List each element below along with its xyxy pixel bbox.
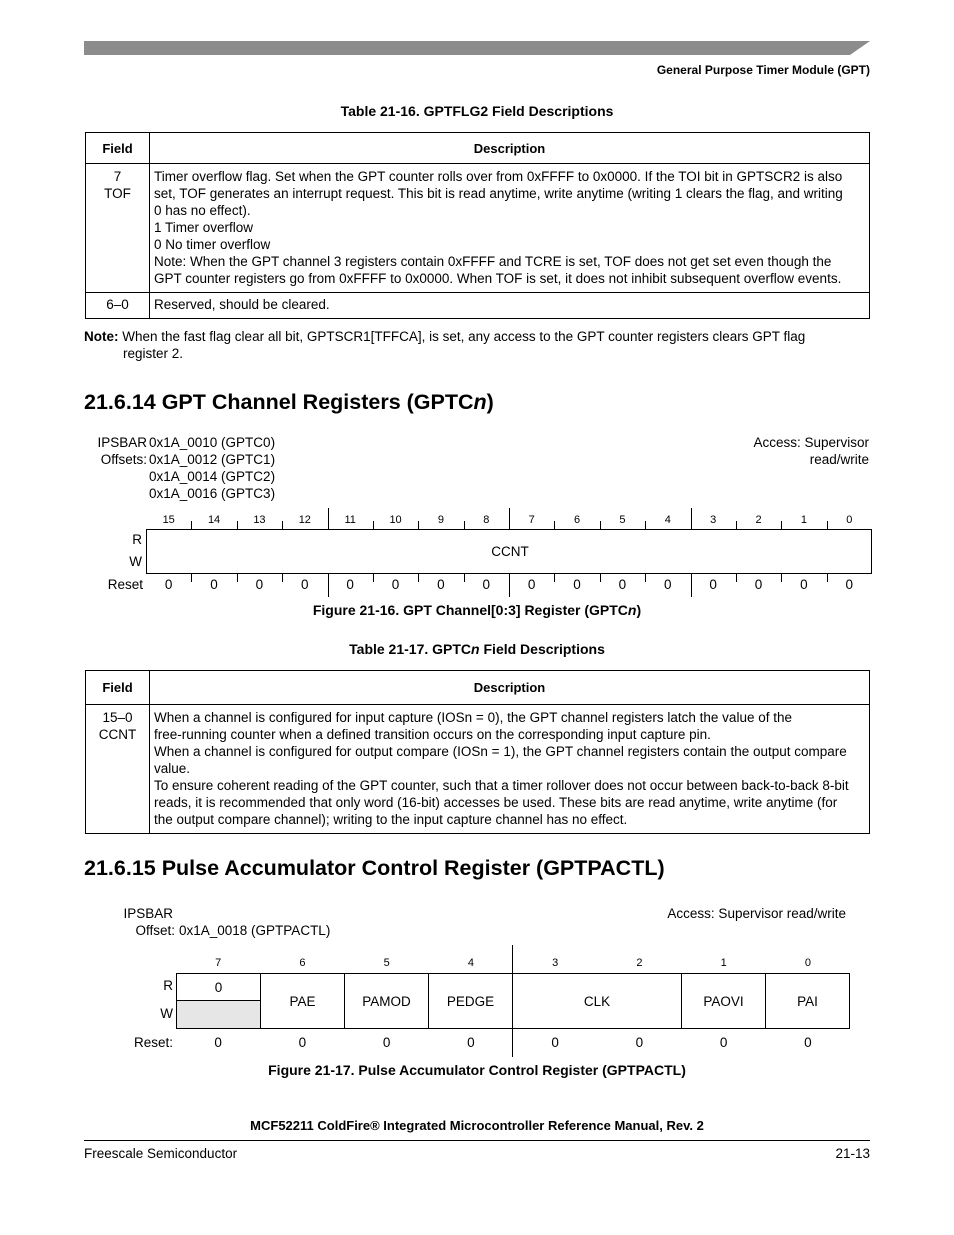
desc-line: When a channel is configured for input capture (IOSn = 0), the GPT channel registers latch the value of the [154, 710, 792, 725]
table-row [86, 164, 870, 293]
table16-col-desc: Description [150, 133, 870, 164]
reset-value: 0 [709, 577, 717, 592]
reg1-reset-label: Reset [107, 577, 143, 592]
bit-tick [237, 521, 238, 529]
bit-tick [600, 574, 601, 582]
bit-number: 3 [552, 957, 559, 969]
table16-caption: Table 21-16. GPTFLG2 Field Descriptions [340, 103, 614, 119]
bit-tick [600, 521, 601, 529]
desc-line: value. [154, 761, 191, 776]
caption-n: n [627, 602, 637, 618]
field-name: TOF [104, 186, 131, 201]
bit-tick [509, 574, 510, 597]
reset-value: 0 [210, 577, 218, 592]
bit-tick [691, 574, 692, 597]
bit-number: 6 [299, 957, 306, 969]
bit-number: 1 [720, 957, 727, 969]
bit-tick [328, 508, 329, 529]
reset-value: 0 [382, 1035, 391, 1050]
table17-col-desc: Description [150, 671, 870, 705]
reset-value: 0 [437, 577, 445, 592]
table17-caption [84, 641, 870, 657]
bit-number: 11 [344, 514, 356, 526]
address-line: 0x1A_0016 (GPTC3) [149, 486, 276, 501]
reset-value: 0 [754, 577, 763, 592]
bit-tick [736, 521, 737, 529]
table16-row0-field [86, 164, 150, 293]
note-text-cont: register 2. [123, 346, 184, 361]
reg2-r-label: R [163, 978, 173, 993]
bit-number: 2 [755, 514, 762, 526]
desc-line: To ensure coherent reading of the GPT counter, such that a timer rollover does not occur between back-to-back 8-bit [154, 778, 849, 793]
bit-tick [418, 574, 419, 582]
caption-n: n [471, 641, 480, 657]
reset-value: 0 [298, 1035, 307, 1050]
note-label: Note: [84, 329, 119, 344]
running-header: General Purpose Timer Module (GPT) [656, 63, 870, 77]
reset-value: 0 [664, 577, 672, 592]
bit-tick [554, 574, 555, 582]
reg2-field-pamod: PAMOD [344, 973, 429, 1029]
reset-value: 0 [164, 577, 173, 592]
address-line: 0x1A_0014 (GPTC2) [149, 469, 276, 484]
section-title: 21.6.14 GPT Channel Registers (GPTC [84, 390, 474, 414]
reg2-w-label: W [160, 1006, 173, 1021]
address-line: 0x1A_0010 (GPTC0) [149, 435, 276, 450]
reg1-r-label: R [132, 532, 142, 547]
reset-value: 0 [618, 577, 627, 592]
bit-number: 15 [162, 514, 175, 526]
reset-value: 0 [391, 577, 400, 592]
table-row [86, 705, 870, 834]
bit-tick [736, 574, 737, 582]
reset-value: 0 [255, 577, 264, 592]
desc-line: reads, it is recommended that only word (16-bit) accesses be used. These bits are read anytime, write anytime (for [154, 795, 838, 810]
bit-number: 12 [298, 514, 311, 526]
bit-number: 9 [437, 514, 444, 526]
header-band [84, 41, 870, 55]
reg2-field-pedge: PEDGE [428, 973, 513, 1029]
reset-value: 0 [635, 1035, 644, 1050]
bit-tick [373, 521, 374, 529]
table17-row0-desc [150, 705, 870, 834]
bit-number: 4 [664, 514, 671, 526]
caption-suffix: ) [636, 602, 642, 618]
reg1-addresses [149, 434, 349, 502]
reg2-bit7-write-reserved [176, 1000, 261, 1029]
desc-line: When a channel is configured for output compare (IOSn = 1), the GPT channel registers contain the output compare [154, 744, 847, 759]
address-line: 0x1A_0012 (GPTC1) [149, 452, 276, 467]
reg2-offset-label: Offset: [135, 923, 175, 938]
reg1-ipsbar-label: IPSBAR [97, 435, 147, 450]
bit-tick [509, 508, 510, 529]
bit-tick [328, 574, 329, 597]
bit-tick [464, 521, 465, 529]
caption-text: Table 21-17. GPTC [349, 641, 472, 657]
bit-number: 0 [804, 957, 811, 969]
bit-number: 13 [253, 514, 266, 526]
bit-number: 4 [467, 957, 474, 969]
bit-number: 7 [528, 514, 535, 526]
reset-value: 0 [804, 1035, 812, 1050]
bit-tick [237, 574, 238, 582]
bit-number: 7 [215, 957, 222, 969]
bit-number: 8 [483, 514, 490, 526]
desc-line: the output compare channel); writing to the input capture channel has no effect. [154, 812, 628, 827]
reset-value: 0 [573, 577, 581, 592]
reg1-field-box [146, 529, 872, 574]
reset-value: 0 [551, 1035, 559, 1050]
bit-tick [282, 574, 283, 582]
reg1-access [640, 434, 869, 468]
desc-line: 1 Timer overflow [154, 220, 254, 235]
field-name: CCNT [98, 727, 137, 742]
reset-value: 0 [800, 577, 808, 592]
bit-number: 10 [389, 514, 402, 526]
table16-row1-desc [150, 293, 870, 319]
reset-value: 0 [845, 577, 854, 592]
bit-number: 3 [710, 514, 717, 526]
desc-line: 0 No timer overflow [154, 237, 271, 252]
caption-text: Figure 21-16. GPT Channel[0:3] Register (GPTC [312, 602, 628, 618]
reg1-offsets-label: Offsets: [100, 452, 147, 467]
footer-company: Freescale Semiconductor [84, 1146, 238, 1161]
table16 [85, 132, 870, 319]
reset-value: 0 [482, 577, 491, 592]
bit-tick [827, 574, 828, 582]
reset-value: 0 [527, 577, 536, 592]
reg2-bit7-read: 0 [176, 973, 261, 1001]
bit-number: 2 [636, 957, 643, 969]
footer-rule [84, 1140, 870, 1141]
desc-line: Timer overflow flag. Set when the GPT counter rolls over from 0xFFFF to 0x0000. If the TOI bit in GPTSCR2 is also [154, 169, 843, 184]
table17 [85, 670, 870, 834]
field-bit: 7 [113, 169, 122, 184]
bit-number: 5 [383, 957, 390, 969]
table16-row1-field [86, 293, 150, 319]
field-bit: 6–0 [106, 297, 129, 312]
desc-line: 0 has no effect). [154, 203, 251, 218]
bit-tick [554, 521, 555, 529]
access-line: read/write [809, 452, 869, 467]
footer-manual-title: MCF52211 ColdFire® Integrated Microcontroller Reference Manual, Rev. 2 [250, 1118, 704, 1133]
reg2-reset-label: Reset: [133, 1035, 173, 1050]
bit-number: 6 [574, 514, 581, 526]
table16-col-field: Field [86, 133, 150, 164]
bit-number: 14 [207, 514, 221, 526]
desc-line: Note: When the GPT channel 3 registers contain 0xFFFF and TCRE is set, TOF does not get set even though the [154, 254, 832, 269]
bit-tick [418, 521, 419, 529]
bit-number: 5 [619, 514, 626, 526]
desc-line: set, TOF generates an interrupt request. This bit is read anytime, write anytime (writing 1 clears the flag, and writing [154, 186, 843, 201]
figure17-caption: Figure 21-17. Pulse Accumulator Control Register (GPTPACTL) [268, 1062, 686, 1078]
desc-line: free-running counter when a defined transition occurs on the corresponding input capture pin. [154, 727, 711, 742]
bit-tick [691, 508, 692, 529]
bit-tick [282, 521, 283, 529]
bit-tick [373, 574, 374, 582]
bit-number: 1 [800, 514, 807, 526]
bit-tick [464, 574, 465, 582]
reset-value: 0 [214, 1035, 222, 1050]
table17-row0-field [86, 705, 150, 834]
bit-tick [191, 574, 192, 582]
reg2-field-pai: PAI [765, 973, 850, 1029]
reg2-ipsbar-label: IPSBAR [123, 906, 173, 921]
section-heading-gptcn [84, 390, 494, 415]
reg1-field-ccnt: CCNT [491, 544, 529, 559]
desc-line: Reserved, should be cleared. [154, 297, 330, 312]
note-text: When the fast flag clear all bit, GPTSCR1[TFFCA], is set, any access to the GPT counter registers clears GPT flag [118, 329, 806, 344]
table16-row0-desc [150, 164, 870, 293]
table-row [86, 293, 870, 319]
reset-value: 0 [301, 577, 309, 592]
field-bit: 15–0 [102, 710, 133, 725]
section-heading-gptpactl: 21.6.15 Pulse Accumulator Control Register (GPTPACTL) [84, 856, 665, 880]
figure16-caption [84, 602, 870, 618]
reg1-w-label: W [129, 554, 142, 569]
bit-tick [191, 521, 192, 529]
bit-tick [781, 574, 782, 582]
reset-value: 0 [346, 577, 354, 592]
table17-col-field: Field [86, 671, 150, 705]
bit-tick [781, 521, 782, 529]
reg2-field-pae: PAE [260, 973, 345, 1029]
reset-value: 0 [719, 1035, 728, 1050]
caption-suffix: Field Descriptions [479, 641, 605, 657]
desc-line: GPT counter registers go from 0xFFFF to 0x0000. When TOF is set, it does not inhibit subsequent overflow events. [154, 271, 842, 286]
note [84, 328, 870, 362]
bit-tick [645, 521, 646, 529]
bit-tick [645, 574, 646, 582]
section-title-suffix: ) [486, 390, 494, 414]
access-line: Access: Supervisor [753, 435, 869, 450]
reg2-access: Access: Supervisor read/write [667, 906, 846, 921]
footer-page-number: 21-13 [835, 1146, 870, 1161]
reg2-address: 0x1A_0018 (GPTPACTL) [179, 923, 331, 938]
reg2-field-paovi: PAOVI [681, 973, 766, 1029]
reset-value: 0 [467, 1035, 475, 1050]
reg2-field-clk: CLK [512, 973, 682, 1029]
section-title-n: n [473, 390, 487, 414]
bit-tick [827, 521, 828, 529]
bit-number: 0 [846, 514, 853, 526]
